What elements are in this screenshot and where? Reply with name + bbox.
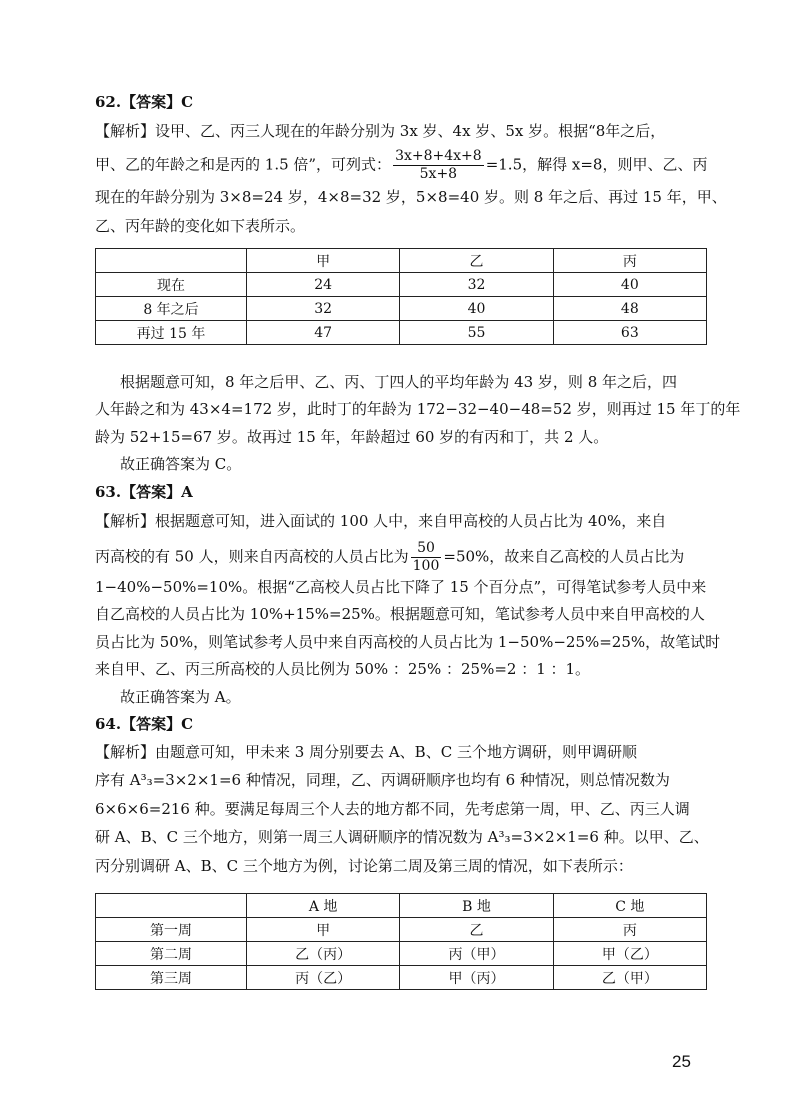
table-cell: 第一周 xyxy=(96,918,247,942)
table-cell: 55 xyxy=(400,321,553,345)
q62-fraction-denominator: 5x+8 xyxy=(419,166,458,182)
table-header-cell: C 地 xyxy=(553,894,706,918)
q64-line: 【解析】由题意可知，甲未来 3 周分别要去 A、B、C 三个地方调研，则甲调研顺 xyxy=(95,743,637,761)
q62-formula-after: =1.5，解得 x=8，则甲、乙、丙 xyxy=(485,155,708,174)
table-header-row xyxy=(96,894,707,918)
q64-line: 序有 A³₃=3×2×1=6 种情况，同理，乙、丙调研顺序也均有 6 种情况，则总情况数为 xyxy=(95,771,670,789)
table-cell: 48 xyxy=(553,297,706,321)
q63-formula-line xyxy=(95,540,707,575)
table-cell: 甲 xyxy=(247,918,400,942)
table-cell: 甲（乙） xyxy=(553,942,706,966)
q62-answer: 故正确答案为 C。 xyxy=(120,455,242,473)
q63-answer: 故正确答案为 A。 xyxy=(120,688,241,706)
table-cell: 丙（乙） xyxy=(247,966,400,990)
page-number: 25 xyxy=(672,1052,691,1071)
q62-line: 【解析】设甲、乙、丙三人现在的年龄分别为 3x 岁、4x 岁、5x 岁。根据“8年之后， xyxy=(95,122,666,140)
table-header-cell: B 地 xyxy=(400,894,553,918)
q62-heading: 62.【答案】C xyxy=(95,93,194,111)
q64-line: 6×6×6=216 种。要满足每周三个人去的地方都不同，先考虑第一周，甲、乙、丙三人调 xyxy=(95,800,690,818)
table-cell: 丙（甲） xyxy=(400,942,553,966)
q62-formula-line xyxy=(95,148,707,183)
table-row xyxy=(96,918,707,942)
q63-line: 自乙高校的人员占比为 10%+15%=25%。根据题意可知，笔试参考人员中来自甲高校的人 xyxy=(95,605,705,623)
table-row xyxy=(96,297,707,321)
table-cell: 47 xyxy=(247,321,400,345)
table-cell: 40 xyxy=(400,297,553,321)
table-cell: 40 xyxy=(553,273,706,297)
table-cell: 63 xyxy=(553,321,706,345)
table-cell: 32 xyxy=(400,273,553,297)
q63-line: 员占比为 50%，则笔试参考人员中来自丙高校的人员占比为 1−50%−25%=25%，故笔试时 xyxy=(95,633,721,651)
table-row xyxy=(96,321,707,345)
q62-fraction xyxy=(393,148,484,183)
q62-line: 人年龄之和为 43×4=172 岁，此时丁的年龄为 172−32−40−48=52 岁，则再过 15 年丁的年 xyxy=(95,400,741,418)
q63-fraction-denominator: 100 xyxy=(412,558,440,574)
table-row xyxy=(96,273,707,297)
q64-line: 研 A、B、C 三个地方，则第一周三人调研顺序的情况数为 A³₃=3×2×1=6 种。以甲、乙、 xyxy=(95,828,709,846)
q62-formula-before: 甲、乙的年龄之和是丙的 1.5 倍”，可列式： xyxy=(95,155,392,174)
table-cell: 乙（甲） xyxy=(553,966,706,990)
q63-fraction-numerator: 50 xyxy=(411,540,442,558)
q62-fraction-numerator: 3x+8+4x+8 xyxy=(395,148,482,164)
q63-fraction xyxy=(411,540,442,575)
q64-heading: 64.【答案】C xyxy=(95,715,194,733)
table-cell: 现在 xyxy=(96,273,247,297)
table-header-cell: 甲 xyxy=(247,249,400,273)
table-cell: 24 xyxy=(247,273,400,297)
table-cell: 32 xyxy=(247,297,400,321)
q64-line: 丙分别调研 A、B、C 三个地方为例，讨论第二周及第三周的情况，如下表所示： xyxy=(95,857,633,875)
table-row xyxy=(96,966,707,990)
table-header-cell: 丙 xyxy=(553,249,706,273)
table-header-cell xyxy=(96,894,247,918)
q64-schedule-table xyxy=(95,893,707,990)
q63-formula-after: =50%，故来自乙高校的人员占比为 xyxy=(443,547,685,566)
table-cell: 第二周 xyxy=(96,942,247,966)
table-header-cell: A 地 xyxy=(247,894,400,918)
table-cell: 乙 xyxy=(400,918,553,942)
table-row xyxy=(96,942,707,966)
table-header-row xyxy=(96,249,707,273)
q63-line: 【解析】根据题意可知，进入面试的 100 人中，来自甲高校的人员占比为 40%，来自 xyxy=(95,512,667,530)
table-cell: 丙 xyxy=(553,918,706,942)
table-cell: 再过 15 年 xyxy=(96,321,247,345)
table-header-cell: 乙 xyxy=(400,249,553,273)
q62-line: 乙、丙年龄的变化如下表所示。 xyxy=(95,217,306,235)
table-cell: 8 年之后 xyxy=(96,297,247,321)
table-cell: 乙（丙） xyxy=(247,942,400,966)
q63-formula-before: 丙高校的有 50 人，则来自丙高校的人员占比为 xyxy=(95,547,409,566)
q63-line: 1−40%−50%=10%。根据“乙高校人员占比下降了 15 个百分点”，可得笔试参考人员中来 xyxy=(95,578,707,596)
table-cell: 第三周 xyxy=(96,966,247,990)
q62-line: 现在的年龄分别为 3×8=24 岁，4×8=32 岁，5×8=40 岁。则 8 年之后、再过 15 年，甲、 xyxy=(95,188,727,206)
table-header-cell xyxy=(96,249,247,273)
q63-line: 来自甲、乙、丙三所高校的人员比例为 50% ：25% ：25%=2 ：1 ：1。 xyxy=(95,660,591,678)
table-cell: 甲（丙） xyxy=(400,966,553,990)
q62-line: 根据题意可知，8 年之后甲、乙、丙、丁四人的平均年龄为 43 岁，则 8 年之后，四 xyxy=(120,373,678,391)
q62-line: 龄为 52+15=67 岁。故再过 15 年，年龄超过 60 岁的有丙和丁，共 2 人。 xyxy=(95,428,609,446)
q62-age-table xyxy=(95,248,707,345)
q63-heading: 63.【答案】A xyxy=(95,483,193,501)
